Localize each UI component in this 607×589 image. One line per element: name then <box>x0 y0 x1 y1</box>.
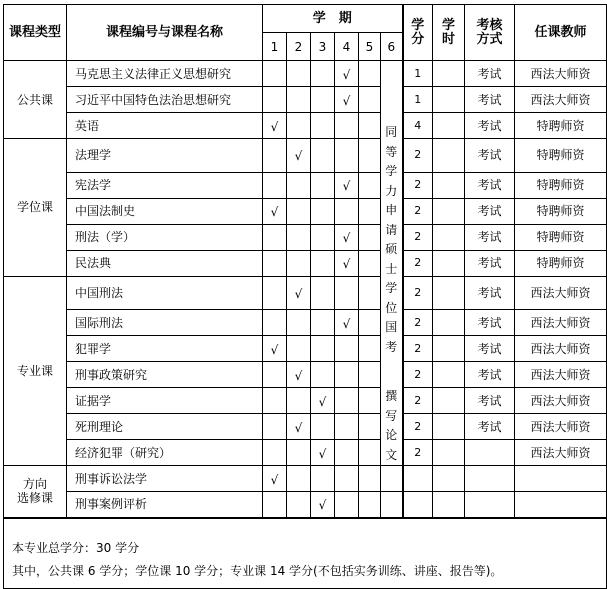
total-credits-line: 本专业总学分：30 学分 <box>12 540 140 555</box>
assessment-cell: 考试 <box>465 198 515 224</box>
semester-cell <box>287 172 311 198</box>
semester-cell <box>359 310 381 336</box>
semester-header: 学 期 <box>263 5 403 33</box>
assessment-cell: 考试 <box>465 310 515 336</box>
note-char: 士 <box>385 261 398 276</box>
course-row <box>4 310 607 336</box>
semester-cell <box>359 276 381 310</box>
semester-cell <box>335 139 359 173</box>
semester-cell <box>359 250 381 276</box>
assessment-header: 考核 方式 <box>465 5 515 61</box>
hours-cell <box>433 466 465 492</box>
teacher-cell: 西法大师资 <box>515 362 607 388</box>
semester-cell <box>359 466 381 492</box>
semester-cell <box>311 466 335 492</box>
curriculum-table <box>3 4 607 589</box>
semester-cell <box>263 310 287 336</box>
course-header: 课程编号与课程名称 <box>67 5 263 61</box>
course-row <box>4 198 607 224</box>
credit-cell: 2 <box>403 310 433 336</box>
hours-cell <box>433 87 465 113</box>
semester-cell <box>311 172 335 198</box>
semester-cell <box>335 388 359 414</box>
semester-cell <box>311 414 335 440</box>
course-name: 习近平中国特色法治思想研究 <box>67 87 263 113</box>
hours-cell <box>433 250 465 276</box>
hours-cell <box>433 198 465 224</box>
semester-cell <box>263 492 287 518</box>
credit-cell <box>403 466 433 492</box>
course-name: 中国法制史 <box>67 198 263 224</box>
semester-cell <box>287 250 311 276</box>
hours-cell <box>433 139 465 173</box>
hours-header: 学 时 <box>433 5 465 61</box>
credit-cell: 2 <box>403 172 433 198</box>
note-char: 撰 <box>385 389 398 403</box>
semester-check-mark: √ <box>263 198 287 224</box>
semester-cell <box>335 466 359 492</box>
note-char: 文 <box>385 447 398 462</box>
semester-cell <box>263 172 287 198</box>
semester-cell <box>263 139 287 173</box>
teacher-cell: 西法大师资 <box>515 440 607 466</box>
teacher-cell: 特聘师资 <box>515 224 607 250</box>
semester-cell <box>335 440 359 466</box>
hours-cell <box>433 172 465 198</box>
semester-check-mark: √ <box>335 310 359 336</box>
course-name: 英语 <box>67 113 263 139</box>
teacher-cell: 特聘师资 <box>515 250 607 276</box>
semester-cell <box>359 362 381 388</box>
semester-cell <box>311 276 335 310</box>
semester-cell <box>359 87 381 113</box>
semester-cell <box>311 336 335 362</box>
course-name: 死刑理论 <box>67 414 263 440</box>
note-char: 硕 <box>385 242 398 256</box>
assessment-cell: 考试 <box>465 224 515 250</box>
credit-cell: 2 <box>403 139 433 173</box>
credit-breakdown-line: 其中，公共课 6 学分；学位课 10 学分；专业课 14 学分(不包括实务训练、讲座、报告等)。 <box>12 563 503 578</box>
semester-cell <box>311 250 335 276</box>
assessment-cell: 考试 <box>465 139 515 173</box>
note-char: 请 <box>385 222 398 237</box>
assessment-cell: 考试 <box>465 414 515 440</box>
credit-cell <box>403 492 433 518</box>
assessment-cell <box>465 492 515 518</box>
hours-cell <box>433 310 465 336</box>
credit-header: 学 分 <box>403 5 433 61</box>
assessment-cell: 考试 <box>465 276 515 310</box>
category-label: 学位课 <box>16 200 53 215</box>
course-row <box>4 362 607 388</box>
hours-cell <box>433 492 465 518</box>
semester-check-mark: √ <box>335 224 359 250</box>
semester-cell <box>359 336 381 362</box>
semester-cell <box>359 61 381 87</box>
note-char: 位 <box>385 300 398 315</box>
semester-cell <box>287 61 311 87</box>
category-header: 课程类型 <box>4 5 67 61</box>
hours-cell <box>433 440 465 466</box>
semester-cell <box>287 113 311 139</box>
credit-summary <box>4 518 607 589</box>
note-char: 学 <box>385 164 398 178</box>
course-row <box>4 139 607 173</box>
assessment-cell: 考试 <box>465 388 515 414</box>
course-name: 国际刑法 <box>67 310 263 336</box>
course-name: 刑事政策研究 <box>67 362 263 388</box>
category-cell <box>4 139 67 277</box>
semester-check-mark: √ <box>335 172 359 198</box>
hours-cell <box>433 336 465 362</box>
course-name: 证据学 <box>67 388 263 414</box>
semester-cell <box>287 492 311 518</box>
hours-cell <box>433 362 465 388</box>
course-row <box>4 388 607 414</box>
assessment-cell: 考试 <box>465 362 515 388</box>
category-label: 专业课 <box>16 363 53 378</box>
course-row <box>4 466 607 492</box>
semester-check-mark: √ <box>311 388 335 414</box>
course-row <box>4 87 607 113</box>
course-row <box>4 61 607 87</box>
course-row <box>4 440 607 466</box>
course-row <box>4 113 607 139</box>
semester-cell <box>311 113 335 139</box>
semester-cell <box>287 440 311 466</box>
semester-cell <box>335 198 359 224</box>
semester-cell <box>287 310 311 336</box>
note-char: 学 <box>385 281 398 295</box>
semester-cell <box>311 139 335 173</box>
course-name: 刑法（学） <box>67 224 263 250</box>
semester-cell <box>263 224 287 250</box>
semester-number-2: 2 <box>287 33 311 61</box>
semester-cell <box>311 61 335 87</box>
semester-cell <box>381 492 403 518</box>
course-row <box>4 336 607 362</box>
category-label: 公共课 <box>16 92 53 107</box>
course-name: 马克思主义法律正义思想研究 <box>67 61 263 87</box>
course-name: 犯罪学 <box>67 336 263 362</box>
credit-cell: 2 <box>403 198 433 224</box>
note-char: 论 <box>385 428 398 442</box>
semester-cell <box>311 362 335 388</box>
note-char: 写 <box>385 408 398 423</box>
credit-cell: 2 <box>403 414 433 440</box>
semester-cell <box>359 224 381 250</box>
course-row <box>4 414 607 440</box>
semester-check-mark: √ <box>263 113 287 139</box>
semester-number-6: 6 <box>381 33 403 61</box>
semester-cell <box>359 198 381 224</box>
exam-thesis-note <box>381 61 403 466</box>
hours-cell <box>433 414 465 440</box>
course-row <box>4 276 607 310</box>
hours-cell <box>433 113 465 139</box>
semester-cell <box>287 87 311 113</box>
footer-row <box>4 518 607 589</box>
teacher-cell: 西法大师资 <box>515 388 607 414</box>
assessment-cell: 考试 <box>465 87 515 113</box>
semester-cell <box>381 466 403 492</box>
teacher-cell <box>515 466 607 492</box>
course-row <box>4 492 607 518</box>
course-name: 中国刑法 <box>67 276 263 310</box>
semester-cell <box>287 224 311 250</box>
semester-check-mark: √ <box>335 87 359 113</box>
semester-check-mark: √ <box>263 466 287 492</box>
semester-cell <box>335 276 359 310</box>
course-name: 刑事案例评析 <box>67 492 263 518</box>
semester-check-mark: √ <box>311 440 335 466</box>
assessment-cell: 考试 <box>465 250 515 276</box>
credit-cell: 2 <box>403 336 433 362</box>
teacher-cell: 西法大师资 <box>515 276 607 310</box>
assessment-cell <box>465 466 515 492</box>
hours-cell <box>433 224 465 250</box>
category-cell <box>4 61 67 139</box>
semester-check-mark: √ <box>335 250 359 276</box>
semester-cell <box>311 224 335 250</box>
hours-cell <box>433 61 465 87</box>
assessment-cell: 考试 <box>465 336 515 362</box>
credit-cell: 4 <box>403 113 433 139</box>
semester-cell <box>359 172 381 198</box>
semester-check-mark: √ <box>287 362 311 388</box>
teacher-cell: 西法大师资 <box>515 336 607 362</box>
semester-cell <box>359 440 381 466</box>
semester-cell <box>335 113 359 139</box>
category-label: 选修课 <box>16 491 53 506</box>
credit-cell: 2 <box>403 250 433 276</box>
teacher-cell: 西法大师资 <box>515 414 607 440</box>
semester-cell <box>335 362 359 388</box>
credit-cell: 2 <box>403 276 433 310</box>
note-char: 考 <box>385 339 398 354</box>
semester-check-mark: √ <box>263 336 287 362</box>
course-row <box>4 172 607 198</box>
teacher-header: 任课教师 <box>515 5 607 61</box>
semester-cell <box>263 362 287 388</box>
semester-cell <box>359 388 381 414</box>
semester-number-5: 5 <box>359 33 381 61</box>
semester-number-3: 3 <box>311 33 335 61</box>
credit-cell: 2 <box>403 388 433 414</box>
credit-cell: 1 <box>403 61 433 87</box>
semester-cell <box>263 440 287 466</box>
semester-number-1: 1 <box>263 33 287 61</box>
semester-cell <box>359 139 381 173</box>
semester-cell <box>263 61 287 87</box>
semester-cell <box>287 466 311 492</box>
semester-cell <box>311 310 335 336</box>
semester-cell <box>311 87 335 113</box>
teacher-cell: 特聘师资 <box>515 139 607 173</box>
hours-cell <box>433 276 465 310</box>
teacher-cell: 西法大师资 <box>515 310 607 336</box>
semester-cell <box>263 250 287 276</box>
assessment-cell: 考试 <box>465 172 515 198</box>
credit-cell: 2 <box>403 224 433 250</box>
semester-check-mark: √ <box>287 276 311 310</box>
assessment-cell: 考试 <box>465 61 515 87</box>
semester-check-mark: √ <box>287 139 311 173</box>
semester-cell <box>287 336 311 362</box>
semester-check-mark: √ <box>287 414 311 440</box>
note-char: 等 <box>385 144 398 159</box>
semester-number-4: 4 <box>335 33 359 61</box>
course-name: 宪法学 <box>67 172 263 198</box>
semester-cell <box>311 198 335 224</box>
credit-cell: 1 <box>403 87 433 113</box>
course-row <box>4 224 607 250</box>
note-char: 申 <box>385 203 398 217</box>
note-char: 国 <box>385 320 398 334</box>
teacher-cell: 西法大师资 <box>515 87 607 113</box>
teacher-cell: 西法大师资 <box>515 61 607 87</box>
semester-cell <box>287 388 311 414</box>
note-char: 力 <box>385 183 398 198</box>
category-cell <box>4 466 67 518</box>
semester-cell <box>359 414 381 440</box>
course-name: 法理学 <box>67 139 263 173</box>
credit-cell: 2 <box>403 440 433 466</box>
header-row <box>4 5 607 33</box>
category-cell <box>4 276 67 466</box>
semester-cell <box>263 87 287 113</box>
teacher-cell <box>515 492 607 518</box>
course-name: 刑事诉讼法学 <box>67 466 263 492</box>
hours-cell <box>433 388 465 414</box>
assessment-cell <box>465 440 515 466</box>
semester-cell <box>359 492 381 518</box>
course-name: 经济犯罪（研究） <box>67 440 263 466</box>
course-name: 民法典 <box>67 250 263 276</box>
note-char: 同 <box>385 125 398 139</box>
semester-check-mark: √ <box>311 492 335 518</box>
note-gap <box>381 357 402 387</box>
semester-cell <box>359 113 381 139</box>
semester-cell <box>263 276 287 310</box>
semester-cell <box>263 414 287 440</box>
semester-cell <box>335 414 359 440</box>
teacher-cell: 特聘师资 <box>515 198 607 224</box>
teacher-cell: 特聘师资 <box>515 113 607 139</box>
semester-check-mark: √ <box>335 61 359 87</box>
credit-cell: 2 <box>403 362 433 388</box>
category-label: 方向 <box>22 477 47 492</box>
assessment-cell: 考试 <box>465 113 515 139</box>
semester-cell <box>335 492 359 518</box>
semester-cell <box>287 198 311 224</box>
semester-cell <box>335 336 359 362</box>
semester-cell <box>263 388 287 414</box>
teacher-cell: 特聘师资 <box>515 172 607 198</box>
course-row <box>4 250 607 276</box>
